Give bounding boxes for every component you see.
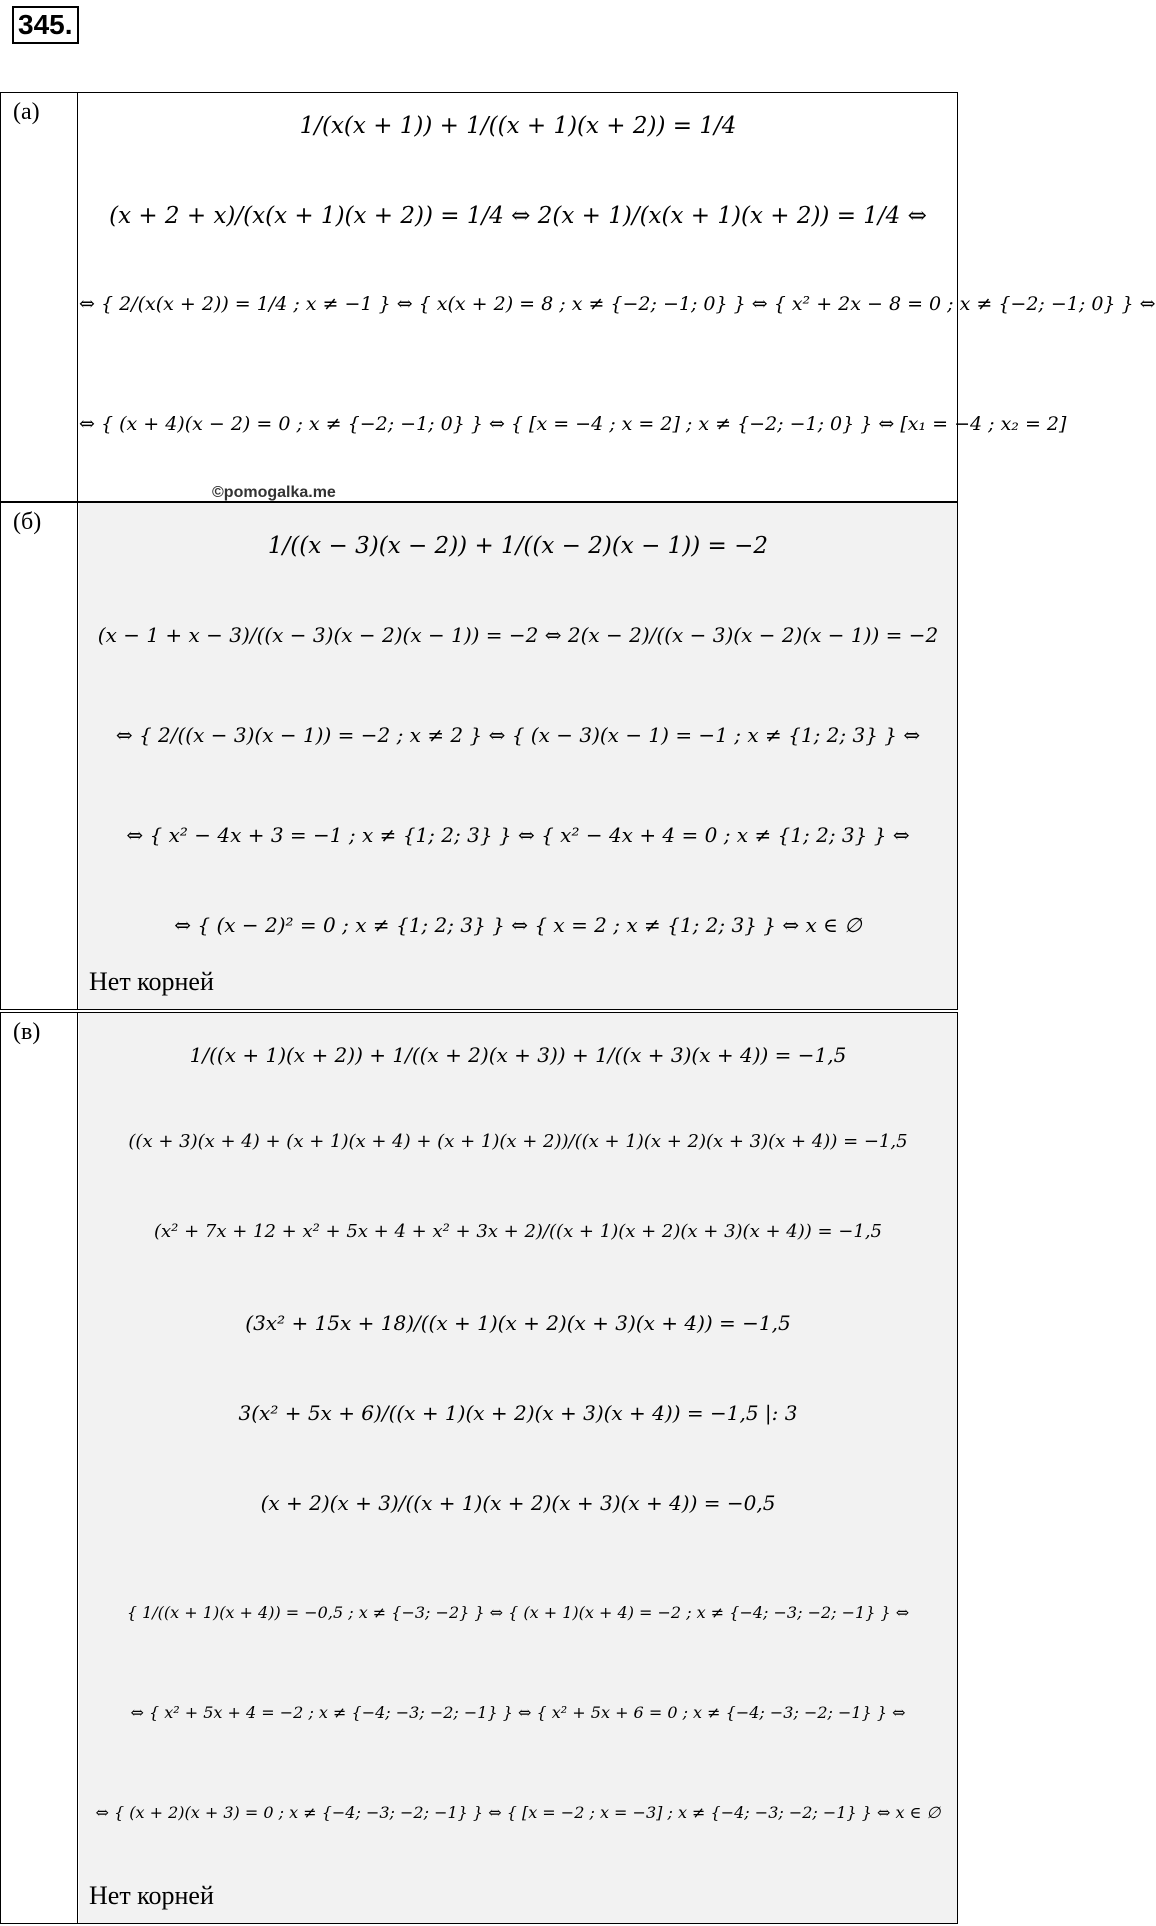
equation-line: ⇔ { x² − 4x + 3 = −1 ; x ≠ {1; 2; 3} } ⇔ { x² − 4x + 4 = 0 ; x ≠ {1; 2; 3} } ⇔ bbox=[126, 823, 910, 847]
equation-line: ⇔ { (x + 2)(x + 3) = 0 ; x ≠ {−4; −3; −2; −1} } ⇔ { [x = −2 ; x = −3] ; x ≠ {−4; −3; −2; −1} } ⇔ x ∈ ∅ bbox=[95, 1803, 941, 1822]
equation-line: (3x² + 15x + 18)/((x + 1)(x + 2)(x + 3)(x + 4)) = −1,5 bbox=[245, 1311, 791, 1335]
part-c-content bbox=[79, 1013, 957, 1923]
equation-line: ((x + 3)(x + 4) + (x + 1)(x + 4) + (x + 1)(x + 2))/((x + 1)(x + 2)(x + 3)(x + 4)) = −1,5 bbox=[128, 1131, 908, 1152]
equation-line: 1/((x − 3)(x − 2)) + 1/((x − 2)(x − 1)) = −2 bbox=[267, 533, 769, 559]
part-b bbox=[0, 502, 958, 1010]
part-b-label: (б) bbox=[13, 509, 42, 535]
equation-line: 1/((x + 1)(x + 2)) + 1/((x + 2)(x + 3)) + 1/((x + 3)(x + 4)) = −1,5 bbox=[189, 1043, 847, 1067]
equation-line: { 1/((x + 1)(x + 4)) = −0,5 ; x ≠ {−3; −2} } ⇔ { (x + 1)(x + 4) = −2 ; x ≠ {−4; −3; −2; −1} } ⇔ bbox=[126, 1603, 910, 1622]
equation-line: (x + 2)(x + 3)/((x + 1)(x + 2)(x + 3)(x + 4)) = −0,5 bbox=[260, 1491, 776, 1515]
part-b-label-cell bbox=[1, 503, 78, 1009]
equation-line: (x² + 7x + 12 + x² + 5x + 4 + x² + 3x + 2)/((x + 1)(x + 2)(x + 3)(x + 4)) = −1,5 bbox=[153, 1221, 882, 1242]
part-c bbox=[0, 1012, 958, 1924]
part-a bbox=[0, 92, 1156, 502]
equation-line: (x + 2 + x)/(x(x + 1)(x + 2)) = 1/4 ⇔ 2(x + 1)/(x(x + 1)(x + 2)) = 1/4 ⇔ bbox=[109, 203, 927, 229]
equation-line: ⇔ { 2/(x(x + 2)) = 1/4 ; x ≠ −1 } ⇔ { x(x + 2) = 8 ; x ≠ {−2; −1; 0} } ⇔ { x² + 2x − 8 = 0 ; x ≠ {−2; −1; 0} } ⇔ bbox=[79, 293, 1156, 315]
part-c-label: (в) bbox=[13, 1019, 41, 1045]
equation-line: ⇔ { 2/((x − 3)(x − 1)) = −2 ; x ≠ 2 } ⇔ { (x − 3)(x − 1) = −1 ; x ≠ {1; 2; 3} } ⇔ bbox=[115, 723, 921, 747]
equation-line: ⇔ { x² + 5x + 4 = −2 ; x ≠ {−4; −3; −2; −1} } ⇔ { x² + 5x + 6 = 0 ; x ≠ {−4; −3; −2; −1} } ⇔ bbox=[130, 1703, 906, 1722]
equation-line: 1/(x(x + 1)) + 1/((x + 1)(x + 2)) = 1/4 bbox=[299, 113, 737, 139]
part-a-content bbox=[79, 93, 1156, 501]
part-c-label-cell bbox=[1, 1013, 78, 1923]
part-a-label-cell bbox=[1, 93, 78, 501]
no-roots-note: Нет корней bbox=[89, 1881, 214, 1910]
problem-number: 345. bbox=[12, 6, 79, 44]
equation-line: 3(x² + 5x + 6)/((x + 1)(x + 2)(x + 3)(x + 4)) = −1,5 |: 3 bbox=[238, 1401, 798, 1425]
watermark: ©pomogalka.me bbox=[212, 484, 336, 501]
no-roots-note: Нет корней bbox=[89, 967, 214, 996]
equation-line: ⇔ { (x − 2)² = 0 ; x ≠ {1; 2; 3} } ⇔ { x = 2 ; x ≠ {1; 2; 3} } ⇔ x ∈ ∅ bbox=[174, 913, 862, 937]
part-b-content bbox=[79, 503, 957, 1009]
equation-line: (x − 1 + x − 3)/((x − 3)(x − 2)(x − 1)) = −2 ⇔ 2(x − 2)/((x − 3)(x − 2)(x − 1)) = −2 bbox=[97, 623, 939, 647]
equation-line: ⇔ { (x + 4)(x − 2) = 0 ; x ≠ {−2; −1; 0} } ⇔ { [x = −4 ; x = 2] ; x ≠ {−2; −1; 0} } ⇔ [x₁ = −4 ; x₂ = 2] bbox=[79, 413, 1067, 435]
part-a-label: (а) bbox=[13, 99, 40, 125]
